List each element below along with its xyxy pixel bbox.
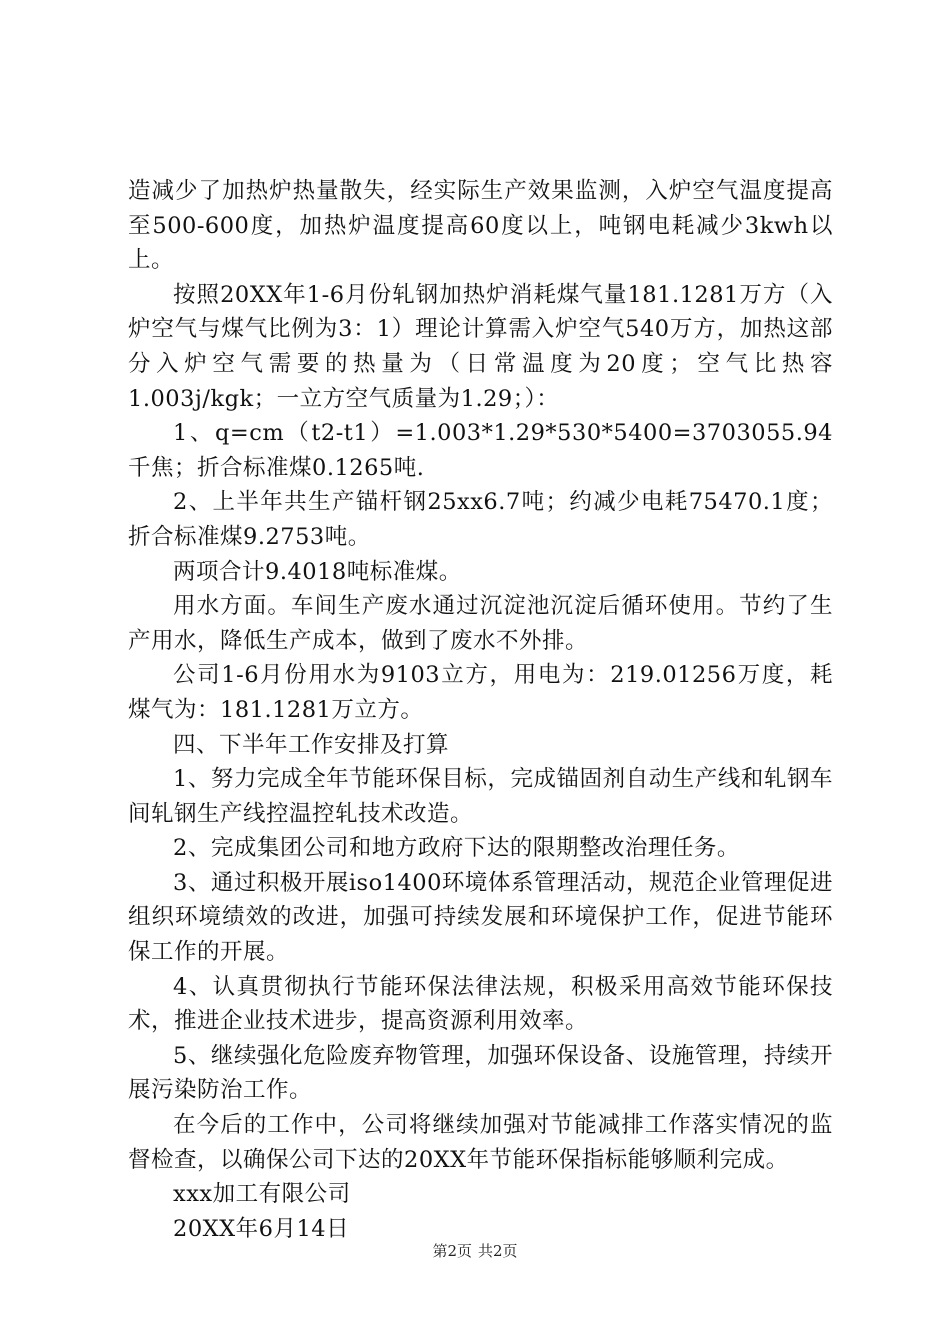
- document-body: [128, 174, 833, 1246]
- section-heading-plan: 四、下半年工作安排及打算: [173, 731, 450, 758]
- paragraph-item-2-power: 2、上半年共生产锚杆钢25xx6.7吨；约减少电耗75470.1度；折合标准煤9.2753吨。: [128, 489, 833, 550]
- page-number: 第2页: [432, 1242, 472, 1260]
- paragraph-gas-calculation: 按照20XX年1-6月份轧钢加热炉消耗煤气量181.1281万方（入炉空气与煤气比例为3：1）理论计算需入炉空气540万方，加热这部分入炉空气需要的热量为（日常温度为20度；空气比热容1.003j/kgk；一立方空气质量为1.29；）：: [128, 281, 833, 412]
- plan-item-5: 5、继续强化危险废弃物管理，加强环保设备、设施管理，持续开展污染防治工作。: [128, 1042, 833, 1104]
- plan-item-4: 4、认真贯彻执行节能环保法律法规，积极采用高效节能环保技术，推进企业技术进步，提高资源利用效率。: [128, 973, 833, 1035]
- paragraph-total: 两项合计9.4018吨标准煤。: [173, 558, 462, 585]
- signature-company: xxx加工有限公司: [173, 1181, 351, 1208]
- plan-item-3: 3、通过积极开展iso1400环境体系管理活动，规范企业管理促进组织环境绩效的改进，加强可持续发展和环境保护工作，促进节能环保工作的开展。: [128, 869, 833, 966]
- page-total: 共2页: [478, 1242, 518, 1260]
- paragraph-item-1-heat: 1、q=cm（t2-t1）=1.003*1.29*530*5400=3703055.94千焦；折合标准煤0.1265吨.: [128, 420, 833, 481]
- paragraph-water-use: 用水方面。车间生产废水通过沉淀池沉淀后循环使用。节约了生产用水，降低生产成本，做到了废水不外排。: [128, 593, 833, 654]
- paragraph-consumption: 公司1-6月份用水为9103立方，用电为：219.01256万度，耗煤气为：181.1281万立方。: [128, 662, 833, 723]
- plan-item-1: 1、努力完成全年节能环保目标，完成锚固剂自动生产线和轧钢车间轧钢生产线控温控轧技术改造。: [128, 766, 833, 827]
- signature-date: 20XX年6月14日: [173, 1215, 350, 1242]
- plan-item-2: 2、完成集团公司和地方政府下达的限期整改治理任务。: [173, 835, 740, 862]
- page-footer: [0, 1241, 950, 1261]
- paragraph-continuation: 造减少了加热炉热量散失，经实际生产效果监测，入炉空气温度提高至500-600度，加热炉温度提高60度以上，吨钢电耗减少3kwh以上。: [128, 178, 833, 274]
- paragraph-conclusion: 在今后的工作中，公司将继续加强对节能减排工作落实情况的监督检查，以确保公司下达的20XX年节能环保指标能够顺利完成。: [128, 1112, 833, 1173]
